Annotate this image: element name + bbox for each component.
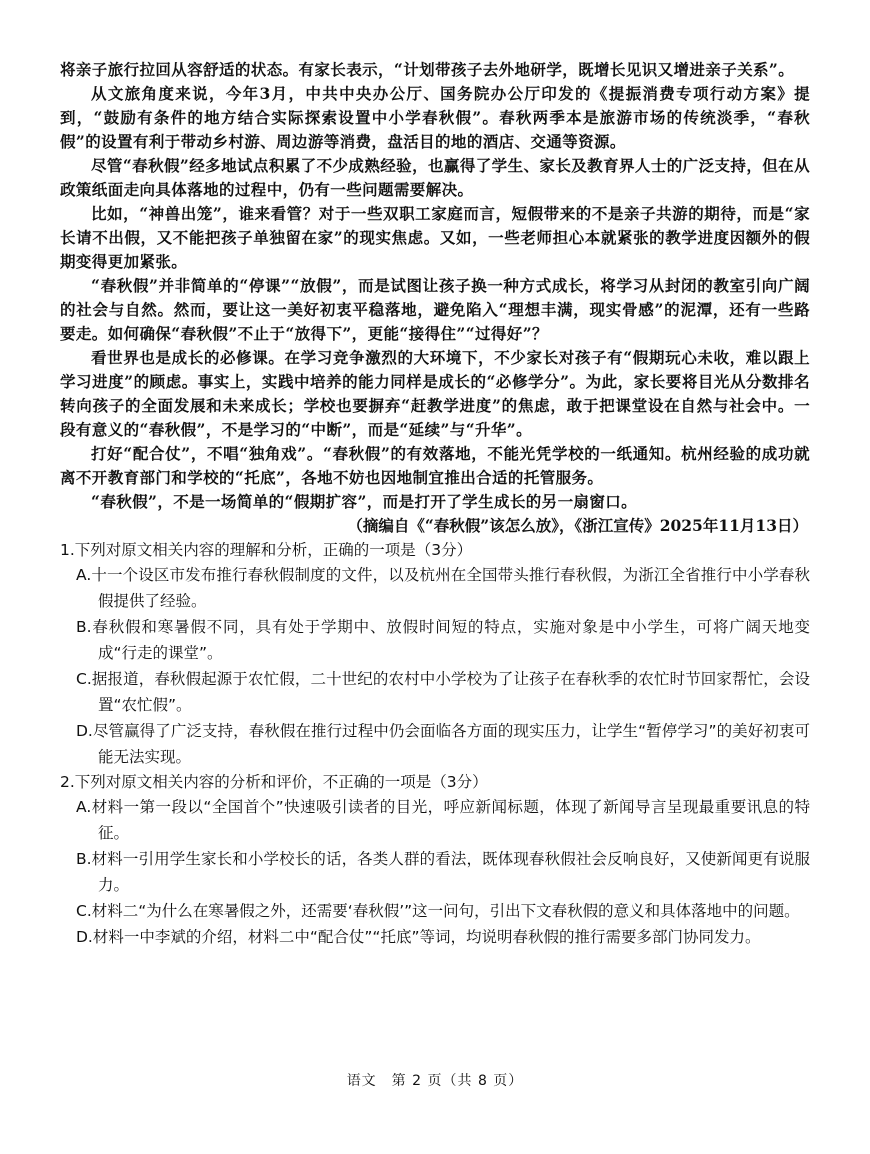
question-stem: 2.下列对原文相关内容的分析和评价，不正确的一项是（3分） xyxy=(60,773,488,791)
option-a: A.材料一第一段以“全国首个”快速吸引读者的目光，呼应新闻标题，体现了新闻导言呈现最重要讯息的特征。 xyxy=(76,798,810,842)
article-paragraph: 尽管“春秋假”经多地试点积累了不少成熟经验，也赢得了学生、家长及教育界人士的广泛支持，但在从政策纸面走向具体落地的过程中，仍有一些问题需要解决。 xyxy=(60,156,810,199)
article-paragraph: 打好“配合仗”，不唱“独角戏”。“春秋假”的有效落地，不能光凭学校的一纸通知。杭州经验的成功就离不开教育部门和学校的“托底”，各地不妨也因地制宜推出合适的托管服务。 xyxy=(60,444,810,487)
article-source: （摘编自《“春秋假”该怎么放》，《浙江宣传》2025年11月13日） xyxy=(347,516,808,535)
question-stem: 1.下列对原文相关内容的理解和分析，正确的一项是（3分） xyxy=(60,541,473,559)
article-paragraph: “春秋假”，不是一场简单的“假期扩容”，而是打开了学生成长的另一扇窗口。 xyxy=(91,492,638,511)
option-c: C.材料二“为什么在寒暑假之外，还需要‘春秋假’”这一问句，引出下文春秋假的意义和具体落地中的问题。 xyxy=(76,902,800,920)
article-paragraph: 比如，“神兽出笼”，谁来看管？对于一些双职工家庭而言，短假带来的不是亲子共游的期待，而是“家长请不出假，又不能把孩子单独留在家”的现实焦虑。又如，一些老师担心本就紧张的教学进度因额外的假期变得更加紧张。 xyxy=(60,204,810,271)
option-b: B.春秋假和寒暑假不同，具有处于学期中、放假时间短的特点，实施对象是中小学生，可将广阔天地变成“行走的课堂”。 xyxy=(76,618,810,662)
article-paragraph: 看世界也是成长的必修课。在学习竞争激烈的大环境下，不少家长对孩子有“假期玩心未收，难以跟上学习进度”的顾虑。事实上，实践中培养的能力同样是成长的“必修学分”。为此，家长要将目光从分数排名转向孩子的全面发展和未来成长；学校也要摒弃“赶教学进度”的焦虑，敢于把课堂设在自然与社会中。一段有意义的“春秋假”，不是学习的“中断”，而是“延续”与“升华”。 xyxy=(60,348,810,439)
article-paragraph: “春秋假”并非简单的“停课”“放假”，而是试图让孩子换一种方式成长，将学习从封闭的教室引向广阔的社会与自然。然而，要让这一美好初衷平稳落地，避免陷入“理想丰满，现实骨感”的泥潭，还有一些路要走。如何确保“春秋假”不止于“放得下”，更能“接得住”“过得好”？ xyxy=(60,276,810,343)
option-b: B.材料一引用学生家长和小学校长的话，各类人群的看法，既体现春秋假社会反响良好，又使新闻更有说服力。 xyxy=(76,850,810,894)
page-footer: 语文 第 2 页（共 8 页） xyxy=(346,1073,524,1089)
option-c: C.据报道，春秋假起源于农忙假，二十世纪的农村中小学校为了让孩子在春秋季的农忙时节回家帮忙，会设置“农忙假”。 xyxy=(76,670,810,714)
question-1 xyxy=(60,538,810,770)
option-a: A.十一个设区市发布推行春秋假制度的文件，以及杭州在全国带头推行春秋假，为浙江全省推行中小学春秋假提供了经验。 xyxy=(76,566,810,610)
article-paragraph: 将亲子旅行拉回从容舒适的状态。有家长表示，“计划带孩子去外地研学，既增长见识又增进亲子关系”。 xyxy=(60,60,795,79)
article-paragraph: 从文旅角度来说，今年3月，中共中央办公厅、国务院办公厅印发的《提振消费专项行动方案》提到，“鼓励有条件的地方结合实际探索设置中小学春秋假”。春秋两季本是旅游市场的传统淡季，“春秋假”的设置有利于带动乡村游、周边游等消费，盘活目的地的酒店、交通等资源。 xyxy=(60,84,810,151)
option-d: D.材料一中李斌的介绍，材料二中“配合仗”“托底”等词，均说明春秋假的推行需要多部门协同发力。 xyxy=(76,928,761,946)
question-2 xyxy=(60,770,810,950)
article-body xyxy=(60,58,810,538)
option-d: D.尽管赢得了广泛支持，春秋假在推行过程中仍会面临各方面的现实压力，让学生“暂停学习”的美好初衷可能无法实现。 xyxy=(76,722,810,766)
